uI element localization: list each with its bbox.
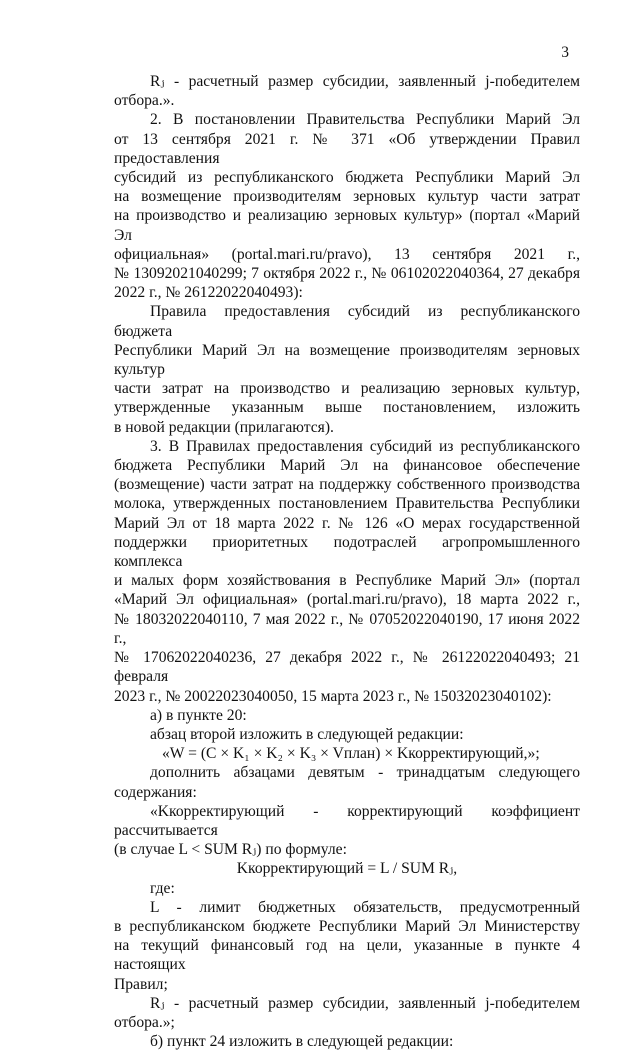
text-line: Rⱼ - расчетный размер субсидии, заявленный j-победителем	[150, 73, 580, 90]
text-line: в новой редакции (прилагаются).	[114, 418, 334, 436]
text-line: а) в пункте 20:	[150, 706, 247, 724]
formula-k-corrective: Kкорректирующий = L / SUM Rⱼ,	[236, 860, 458, 878]
text-line: и малых форм хозяйствования в Республике Марий Эл» (портал	[114, 572, 580, 590]
text-line: официальная» (portal.mari.ru/pravo), 13 сентября 2021 г.,	[114, 245, 580, 263]
text-line: «Kкорректирующий - корректирующий коэффициент рассчитывается	[114, 802, 580, 839]
text-line: (в случае L < SUM Rⱼ) по формуле:	[114, 841, 347, 859]
text-line: L - лимит бюджетных обязательств, предусмотренный	[150, 898, 580, 916]
text-line: дополнить абзацами девятым - тринадцатым следующего	[150, 764, 580, 782]
text-line: в республиканском бюджете Республики Марий Эл Министерству	[114, 917, 580, 935]
text-line: отбора.».	[114, 92, 175, 110]
text-line: на текущий финансовый год на цели, указанные в пункте 4 настоящих	[114, 937, 580, 974]
text-line: абзац второй изложить в следующей редакции:	[150, 725, 464, 743]
text-line: 3. В Правилах предоставления субсидий из республиканского	[150, 437, 580, 455]
text-line: № 17062022040236, 27 декабря 2022 г., № 26122022040493; 21 февраля	[114, 649, 580, 686]
text-line: № 13092021040299; 7 октября 2022 г., № 06102022040364, 27 декабря	[114, 265, 580, 283]
text-line: 2022 г., № 26122022040493):	[114, 284, 303, 302]
text-line: Правил;	[114, 975, 168, 993]
text-line: от 13 сентября 2021 г. № 371 «Об утверждении Правил предоставления	[114, 130, 580, 167]
text-line: Республики Марий Эл на возмещение производителям зерновых культур	[114, 341, 580, 379]
text-line: Марий Эл от 18 марта 2022 г. № 126 «О мерах государственной	[114, 514, 580, 532]
text-line: на производство и реализацию зерновых культур» (портал «Марий Эл	[114, 207, 580, 244]
text-line: Rⱼ - расчетный размер субсидии, заявленный j-победителем	[150, 994, 580, 1012]
text-line: содержания:	[114, 783, 197, 801]
text-line: (возмещение) части затрат на поддержку собственного производства	[114, 476, 580, 494]
text-line: бюджета Республики Марий Эл на финансовое обеспечение	[114, 457, 580, 475]
formula-w: «W = (C × K₁ × K₂ × K₃ × Vплан) × Kкорректирующий,»;	[162, 745, 540, 763]
document-body	[114, 72, 580, 1051]
text-line: отбора.»;	[114, 1013, 175, 1031]
text-line: Правила предоставления субсидий из республиканского бюджета	[114, 303, 580, 340]
text-line: № 18032022040110, 7 мая 2022 г., № 07052022040190, 17 июня 2022 г.,	[114, 610, 580, 647]
text-line: на возмещение производителям зерновых культур части затрат	[114, 188, 580, 206]
text-line: утвержденные указанным выше постановлением, изложить	[114, 399, 580, 417]
text-line: где:	[150, 879, 175, 897]
text-line: поддержки приоритетных подотраслей агропромышленного комплекса	[114, 533, 580, 571]
text-line: субсидий из республиканского бюджета Республики Марий Эл	[114, 169, 580, 187]
text-line: части затрат на производство и реализацию зерновых культур,	[114, 380, 580, 398]
text-line: «Марий Эл официальная» (portal.mari.ru/pravo), 18 марта 2022 г.,	[114, 591, 580, 609]
text-line: молока, утвержденных постановлением Правительства Республики	[114, 495, 580, 513]
page-number: 3	[561, 44, 569, 61]
text-line: 2. В постановлении Правительства Республики Марий Эл	[150, 111, 580, 129]
text-line: б) пункт 24 изложить в следующей редакции:	[150, 1033, 454, 1051]
text-line: 2023 г., № 20022023040050, 15 марта 2023 г., № 15032023040102):	[114, 687, 552, 705]
